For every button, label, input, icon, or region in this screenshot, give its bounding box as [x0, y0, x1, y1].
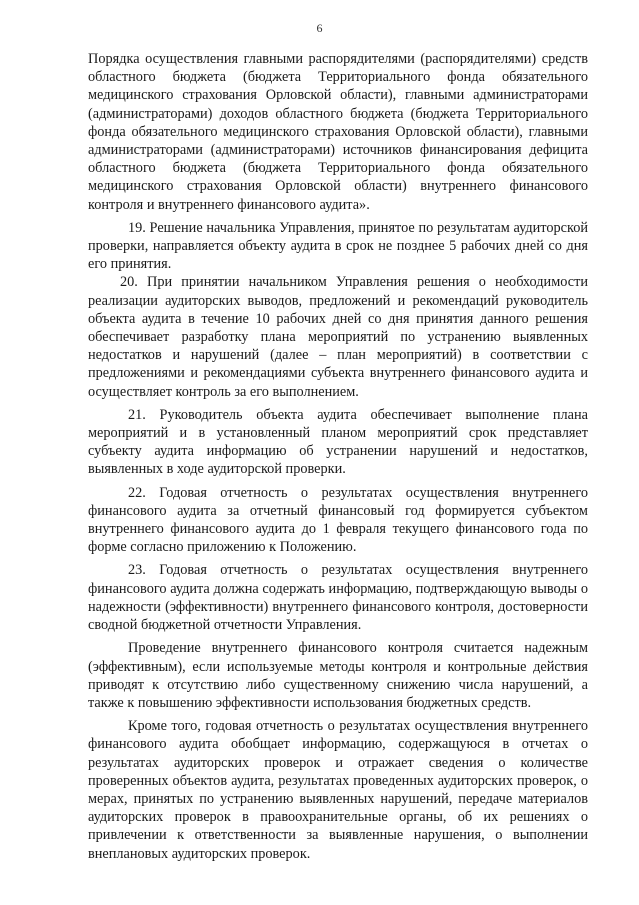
- document-body: [88, 50, 588, 863]
- paragraph-item-20: 20. При принятии начальником Управления решения о необходимости реализации аудиторских выводов, предложений и рекомендаций руководитель объекта аудита в течение 10 рабочих дней со дня принятия данного решения обеспечивает разработку плана мероприятий по устранению выявленных недостатков и нарушений (далее – план мероприятий) в соответствии с предложениями и рекомендациями субъекта внутреннего финансового аудита и осуществляет контроль за его выполнением.: [88, 274, 588, 400]
- page-number: 6: [316, 21, 323, 35]
- paragraph-annual-report: Кроме того, годовая отчетность о результатах осуществления внутреннего финансового аудита обобщает информацию, содержащуюся в отчетах о результатах аудиторских проверок и отражает сведения о количестве проверенных объектов аудита, результатах проведенных аудиторских проверок, о мерах, принятых по устранению выявленных нарушений, передаче материалов аудиторских проверок в правоохранительные органы, об их решениях о привлечении к ответственности за выявленные нарушения, о выполнении внеплановых аудиторских проверок.: [88, 718, 588, 862]
- paragraph-item-22: 22. Годовая отчетность о результатах осуществления внутреннего финансового аудита за отчетный финансовый год формируется субъектом внутреннего финансового аудита до 1 февраля текущего финансового года по форме согласно приложению к Положению.: [88, 484, 588, 556]
- paragraph-item-19: 19. Решение начальника Управления, принятое по результатам аудиторской проверки, направляется объекту аудита в срок не позднее 5 рабочих дней со дня его принятия.: [88, 219, 588, 273]
- paragraph-continuation: Порядка осуществления главными распорядителями (распорядителями) средств областного бюджета (бюджета Территориального фонда обязательного медицинского страхования Орловской области), главными администраторами (администраторами) доходов областного бюджета (бюджета Территориального фонда обязательного медицинского страхования Орловской области), главными администраторами (администраторами) источников финансирования дефицита областного бюджета (бюджета Территориального фонда обязательного медицинского страхования Орловской области) внутреннего финансового контроля и внутреннего финансового аудита».: [88, 51, 588, 213]
- paragraph-item-23: 23. Годовая отчетность о результатах осуществления внутреннего финансового аудита должна содержать информацию, подтверждающую выводы о надежности (эффективности) внутреннего финансового контроля, достоверности сводной бюджетной отчетности Управления.: [88, 562, 588, 634]
- paragraph-reliability: Проведение внутреннего финансового контроля считается надежным (эффективным), если используемые методы контроля и контрольные действия приводят к отсутствию либо существенному снижению числа нарушений, а также к повышению эффективности использования бюджетных средств.: [88, 640, 588, 711]
- paragraph-item-21: 21. Руководитель объекта аудита обеспечивает выполнение плана мероприятий и в установленный планом мероприятий срок представляет субъекту аудита информацию об устранении нарушений и недостатков, выявленных в ходе аудиторской проверки.: [88, 406, 588, 478]
